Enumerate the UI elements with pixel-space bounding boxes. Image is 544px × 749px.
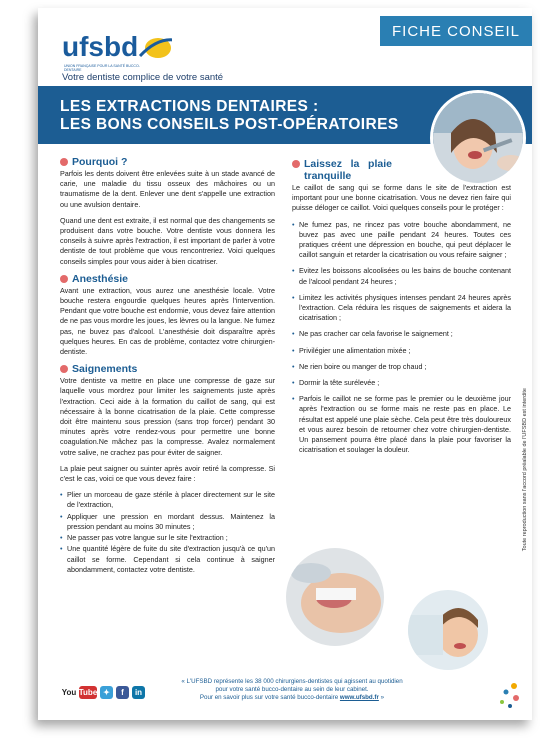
ufsbd-logo — [62, 30, 172, 71]
list-item: • Evitez les boissons alcoolisées ou les bains de bouche contenant de l'alcool pendant 24 heures ; — [292, 266, 511, 286]
title-line-2: LES BONS CONSEILS POST-OPÉRATOIRES — [60, 116, 399, 133]
bullet-dot-icon — [60, 275, 68, 283]
list-item: • Privilégier une alimentation mixée ; — [292, 346, 511, 356]
social-icons — [62, 686, 145, 699]
footer-line-1: « L'UFSBD représente les 38 000 chirurgiens-dentistes qui agissent au quotidien — [181, 678, 403, 685]
logo-word: ufsbd — [62, 31, 139, 62]
bullet-dot-icon — [60, 158, 68, 166]
heal-list — [292, 220, 511, 456]
bleeding-list — [60, 490, 275, 575]
bullet-dot-icon — [292, 160, 300, 168]
list-item: • Ne fumez pas, ne rincez pas votre bouche abondamment, ne buvez pas avec une paille pendant 24 heures. Toutes ces pratiques créent une dépression en bouche, qui peut déplacer le caillot sanguin et retarder la cicatrisation ou vous refaire saigner ; — [292, 220, 511, 261]
youtube-tube-icon[interactable]: Tube — [78, 688, 98, 697]
website-link[interactable]: www.ufsbd.fr — [339, 694, 379, 701]
paragraph: Parfois les dents doivent être enlevées suite à un stade avancé de carie, une maladie du tissu osseux des mâchoires ou un traumatisme de la dent. Enlever une dent s'appelle une extraction ou une avulsion dentaire. — [60, 169, 275, 209]
title-line-1: LES EXTRACTIONS DENTAIRES : — [60, 98, 319, 115]
facebook-icon[interactable]: f — [116, 686, 129, 699]
list-item: • Parfois le caillot ne se forme pas le premier ou le deuxième jour après l'extraction ou se forme mais ne reste pas en place. Le résultat est appelé une plaie sèche. Cela peut être très douloureux et vous aurez besoin de retourner chez votre chirurgien-dentiste. Un pansement pourra être placé dans la plaie pour favoriser la cicatrisation et soulager la douleur. — [292, 394, 511, 455]
list-item: • Limitez les activités physiques intenses pendant 24 heures après l'extraction. Cela réduira les risques de saignements et aidera la cicatrisation ; — [292, 293, 511, 324]
tagline: Votre dentiste complice de votre santé — [62, 72, 224, 83]
logo-subtitle: UNION FRANÇAISE POUR LA SANTÉ BUCCO-DENTAIRE — [64, 64, 140, 72]
section-heading-anesthesia: Anesthésie — [60, 273, 275, 285]
footer-text — [142, 678, 442, 702]
bullet-dot-icon — [60, 365, 68, 373]
paragraph: Votre dentiste va mettre en place une compresse de gaze sur laquelle vous mordrez pour limiter les saignements juste après l'extraction. Ceci aide à la formation du caillot de sang, qui est nécessaire à la bonne cicatrisation de la plaie. Cette compresse doit être maintenu sous pression (sans trop forcer) pendant 30 minutes après votre rendez-vous pour permettre une bonne coagulation.Ne mâchez pas la compresse. Avalez normalement votre salive, ne crachez pas pour éviter de saigner. — [60, 376, 275, 457]
logo-swoosh-icon — [62, 30, 172, 66]
twitter-icon[interactable]: ✦ — [100, 686, 113, 699]
list-item: • Appliquer une pression en mordant dessus. Maintenez la pression pendant au moins 30 minutes ; — [60, 512, 275, 532]
linkedin-icon[interactable]: in — [132, 686, 145, 699]
right-column — [292, 158, 511, 461]
footer — [38, 674, 532, 714]
list-item: • Plier un morceau de gaze stérile à placer directement sur le site de l'extraction, — [60, 490, 275, 510]
copyright-note: Toute reproduction sans l'accord préalable de l'UFSBD est interdite — [522, 388, 528, 552]
list-item: • Ne passer pas votre langue sur le site l'extraction ; — [60, 533, 275, 543]
gauze-photo — [286, 548, 384, 646]
footer-line-3: Pour en savoir plus sur votre santé bucco-dentaire www.ufsbd.fr » — [199, 694, 385, 701]
decorative-dots-icon — [492, 678, 524, 710]
section-heading-bleeding: Saignements — [60, 363, 275, 375]
footer-line-2: pour votre santé bucco-dentaire au sein de leur cabinet. — [215, 686, 369, 693]
paragraph: Quand une dent est extraite, il est normal que des changements se produisent dans votre bouche. Votre dentiste vous donnera les conseils à suivre après l'extraction, il est important de parler à votre dentiste de tout problème que vous rencontreriez. Voici quelques conseils simples pour vous aider à bien cicatriser. — [60, 215, 275, 266]
dentist-photo — [408, 590, 488, 670]
page-title — [60, 98, 399, 134]
paragraph: Le caillot de sang qui se forme dans le site de l'extraction est important pour une bonne cicatrisation. Vous ne devez rien faire qui puisse déloger ce caillot. Voici quelques conseils pour le protéger : — [292, 183, 511, 213]
fiche-conseil-tab: FICHE CONSEIL — [380, 16, 532, 46]
left-column — [60, 156, 275, 576]
document-sheet — [38, 8, 532, 720]
list-item: • Une quantité légère de fuite du site d'extraction jusqu'à ce qu'un caillot se forme. Cependant si cela continue à saigner abondamment, contactez votre dentiste. — [60, 544, 275, 575]
section-heading-heal: Laissez la plaie tranquille — [292, 158, 392, 182]
list-item: • Ne pas cracher car cela favorise le saignement ; — [292, 329, 511, 339]
section-heading-why: Pourquoi ? — [60, 156, 275, 168]
list-item: • Ne rien boire ou manger de trop chaud ; — [292, 362, 511, 372]
paragraph: La plaie peut saigner ou suinter après avoir retiré la compresse. Si c'est le cas, voici ce que vous devez faire : — [60, 463, 275, 484]
paragraph: Avant une extraction, vous aurez une anesthésie locale. Votre bouche restera engourdie quelques heures après l'intervention. Pendant que votre bouche est endormie, vous devez faire attention de ne pas vous mordre les joues, les lèvres ou la langue. Ne fumez pas, ne buvez pas d'alcool. L'anesthésie doit disparaître après quelques heures. En cas de problème, contactez votre chirurgien-dentiste. — [60, 285, 275, 357]
list-item: • Dormir la tête surélevée ; — [292, 378, 511, 388]
youtube-icon[interactable]: You — [61, 688, 77, 697]
